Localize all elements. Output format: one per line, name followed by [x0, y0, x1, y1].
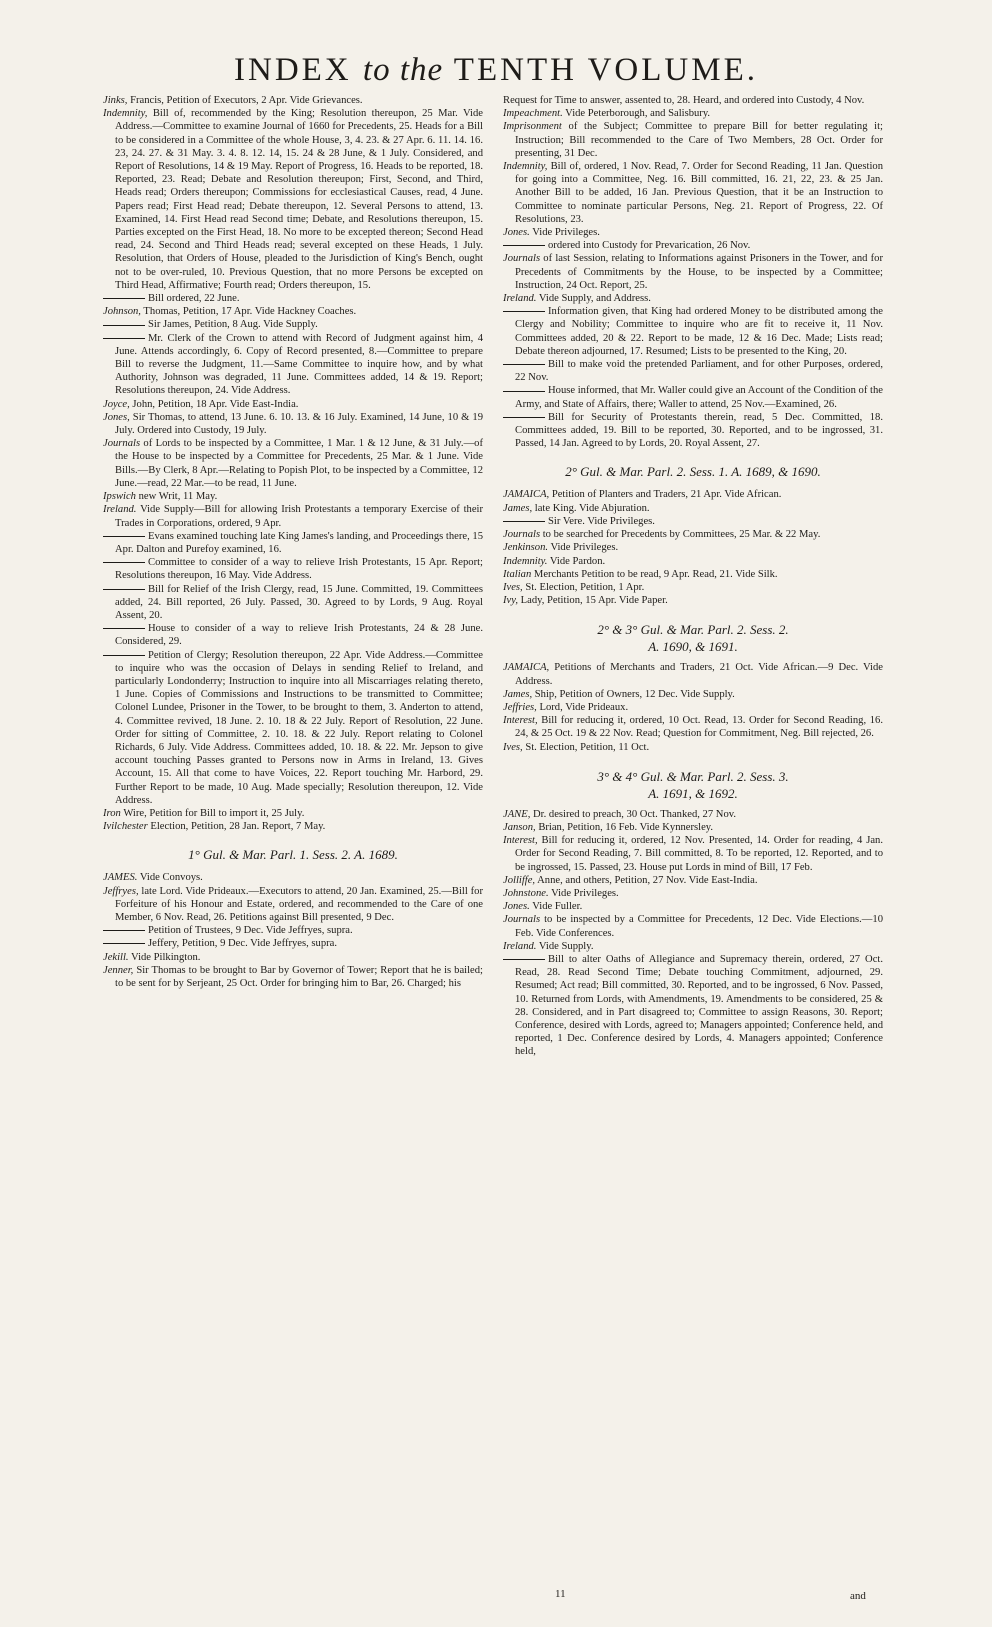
index-entry [503, 411, 883, 451]
index-entry [503, 701, 883, 714]
index-entry [503, 239, 883, 252]
entry-text: Committee to consider of a way to relieve Irish Protestants, 15 Apr. Report; Resolutions thereupon, 16 May. Vide Address. [115, 557, 483, 582]
entry-headword: Interest, [503, 715, 538, 727]
index-entry [103, 503, 483, 529]
index-entry [503, 581, 883, 594]
page-header [0, 52, 992, 89]
entry-text: late Lord. Vide Prideaux.—Executors to attend, 20 Jan. Examined, 25.—Bill for Forfeiture of his Honour and Estate, ordered, and recommended to the Care of one Member, 6 Nov. Read, 26. Petitions against Bill presented, 9 Dec. [115, 885, 483, 923]
entry-headword: Indemnity, [503, 161, 548, 173]
index-entry [103, 437, 483, 490]
entry-headword: Ireland. [503, 293, 537, 305]
ditto-rule [503, 417, 545, 418]
entry-headword: James, [503, 688, 533, 700]
entry-headword: Interest, [503, 835, 538, 847]
right-section-heading-3b: A. 1691, & 1692. [648, 785, 738, 801]
entry-text: Bill to alter Oaths of Allegiance and Supremacy therein, ordered, 27 Oct. Read, 28. Read Second Time; Debate touching Commitment, adjourned, 29. Resumed; Act read; Bill committed, 30. Reported, and to be ingrossed, 6 Nov. Passed, 10. Returned from Lords, with Amendments, 19. Amendments to be considered, 25 & 28. Considered, and in Part disagreed to; Committee to assign Reasons, 30. Report; Conference, desired with Lords, agreed to; Managers appointed; Conference held, and reported, 1 Dec. Conference desired by Lords, 4. Managers appointed; Conference held, [515, 953, 883, 1058]
ditto-rule [503, 245, 545, 246]
entry-headword: JAMAICA, [503, 662, 550, 674]
ditto-rule [503, 391, 545, 392]
ditto-rule [103, 338, 145, 339]
entry-text: Vide Fuller. [529, 901, 583, 913]
entry-text: Vide Peterborough, and Salisbury. [562, 108, 711, 120]
ditto-rule [103, 298, 145, 299]
entry-headword: Jenkinson. [503, 542, 549, 554]
index-entry [503, 940, 883, 953]
index-entry [503, 741, 883, 754]
entry-headword: Joyce, [103, 398, 130, 410]
entry-headword: Jekill. [103, 951, 129, 963]
entry-headword: Jinks, [103, 95, 128, 106]
index-entry [503, 528, 883, 541]
entry-headword: Ives, [503, 741, 523, 753]
index-entry [503, 160, 883, 226]
entry-text: Evans examined touching late King James's landing, and Proceedings there, 15 Apr. Dalton and Purefoy examined, 16. [115, 530, 483, 555]
entry-headword: Ives, [503, 581, 523, 593]
index-entry [103, 951, 483, 964]
entry-text: Dr. desired to preach, 30 Oct. Thanked, 27 Nov. [530, 808, 737, 820]
entry-headword: Jenner, [103, 964, 134, 976]
entry-text: Francis, Petition of Executors, 2 Apr. Vide Grievances. [127, 95, 363, 106]
right-entries-4 [503, 808, 883, 1059]
index-entry [103, 937, 483, 950]
index-entry [103, 583, 483, 623]
entry-headword: Journals [503, 914, 541, 926]
index-entry [503, 252, 883, 292]
entry-text: Vide Supply—Bill for allowing Irish Protestants a temporary Exercise of their Trades in Corporations, ordered, 9 Apr. [115, 504, 483, 529]
entry-text: Ship, Petition of Owners, 12 Dec. Vide Supply. [532, 688, 735, 700]
ditto-rule [103, 930, 145, 931]
index-entry [103, 94, 483, 107]
right-section-heading-2 [503, 621, 883, 655]
index-entry [103, 924, 483, 937]
index-entry [503, 808, 883, 821]
entry-text: of last Session, relating to Informations against Prisoners in the Tower, and for Precedents of Commitments by the House, to be inspected by a Committee; Instruction, 24 Oct. Report, 25. [515, 253, 883, 291]
header-part1: INDEX [234, 52, 363, 88]
index-entry [503, 226, 883, 239]
entry-headword: Jones. [503, 901, 530, 913]
index-entry [103, 318, 483, 331]
index-entry [503, 541, 883, 554]
ditto-rule [503, 521, 545, 522]
index-entry [503, 488, 883, 501]
entry-text: Sir Vere. Vide Privileges. [548, 515, 655, 527]
entry-headword: Ipswich [103, 491, 136, 503]
entry-headword: JAMES. [103, 872, 138, 884]
entry-text: Mr. Clerk of the Crown to attend with Record of Judgment against him, 4 June. Attends accordingly, 6. Copy of Record presented, 8.—Committee to prepare Bill to reverse the Judgment, 11.—Same Committee to inquire how, and by what Authority, Johnson was degraded, 11 June. Committees added, 14 & 19. Report; Resolutions thereupon, 24. Vide Address. [115, 332, 483, 397]
index-entry [103, 556, 483, 582]
entry-headword: Jolliffe, [503, 874, 536, 886]
entry-headword: JANE, [503, 808, 531, 820]
entry-headword: Jeffryes, [103, 885, 139, 897]
index-entry [103, 305, 483, 318]
entry-headword: James, [503, 502, 533, 514]
entry-headword: Indemnity. [503, 555, 548, 567]
index-entry [503, 502, 883, 515]
index-entry [503, 661, 883, 687]
entry-text: Brian, Petition, 16 Feb. Vide Kynnersley. [535, 821, 714, 833]
right-column [503, 94, 883, 1059]
index-entry [503, 900, 883, 913]
entry-headword: Janson, [503, 821, 536, 833]
entry-headword: Imprisonment [503, 121, 562, 133]
entry-headword: Jones, [103, 411, 130, 423]
right-section-heading-2a: 2° & 3° Gul. & Mar. Parl. 2. Sess. 2. [597, 622, 789, 638]
entry-text: Merchants Petition to be read, 9 Apr. Read, 21. Vide Silk. [531, 568, 778, 580]
entry-headword: Journals [103, 438, 141, 450]
entry-text: late King. Vide Abjuration. [532, 502, 650, 514]
entry-text: Wire, Petition for Bill to import it, 25 July. [120, 807, 305, 819]
entry-text: Vide Convoys. [137, 872, 203, 884]
entry-text: ordered into Custody for Prevarication, 26 Nov. [548, 240, 751, 252]
entry-headword: Jeffries, [503, 701, 537, 713]
index-entry [103, 964, 483, 990]
ditto-rule [503, 311, 545, 312]
entry-text: House to consider of a way to relieve Irish Protestants, 24 & 28 June. Considered, 29. [115, 623, 483, 648]
entry-text: Bill for reducing it, ordered, 12 Nov. Presented, 14. Order for reading, 4 Jan. Order for Second Reading, 7. Bill committed, 8. To be reported, 12. Reported, and to be ingrossed, 15. Passed, 23. House put Lords in mind of Bill, 17 Feb. [515, 835, 883, 873]
index-entry [503, 714, 883, 740]
entry-text: Petitions of Merchants and Traders, 21 Oct. Vide African.—9 Dec. Vide Address. [515, 662, 883, 687]
index-entry [503, 120, 883, 160]
index-entry [503, 384, 883, 410]
ditto-rule [103, 536, 145, 537]
index-entry [103, 820, 483, 833]
index-entry [103, 885, 483, 925]
entry-text: John, Petition, 18 Apr. Vide East-India. [129, 398, 299, 410]
entry-text: Vide Supply, and Address. [536, 293, 651, 305]
right-section-heading-3a: 3° & 4° Gul. & Mar. Parl. 2. Sess. 3. [597, 768, 789, 784]
entry-text: Vide Pardon. [547, 555, 606, 567]
index-entry [103, 107, 483, 292]
header-part2: to the [362, 52, 444, 88]
entry-headword: Impeachment. [503, 108, 563, 120]
index-entry [503, 821, 883, 834]
entry-text: Bill ordered, 22 June. [148, 293, 240, 305]
index-entry [103, 490, 483, 503]
entry-headword: Iron [103, 807, 121, 819]
index-entry [503, 292, 883, 305]
right-section-heading-3 [503, 768, 883, 802]
entry-text: Vide Privileges. [548, 887, 619, 899]
entry-text: Petition of Trustees, 9 Dec. Vide Jeffryes, supra. [148, 925, 353, 937]
entry-text: Information given, that King had ordered Money to be distributed among the Clergy and Nobility; Committee to inquire who are fit to receive it, 11 Nov. Committees added, 20 & 22. Report to be made, 12 & 16 Dec. Made; Lists read; Debate thereon adjourned, 17. Resumed; Lists to be presented to the King, 20. [515, 306, 883, 357]
index-entry [503, 94, 883, 107]
entry-headword: Ireland. [103, 504, 137, 516]
ditto-rule [103, 943, 145, 944]
ditto-rule [503, 959, 545, 960]
entry-text: Request for Time to answer, assented to, 28. Heard, and ordered into Custody, 4 Nov. [503, 95, 865, 106]
entry-text: Bill for Relief of the Irish Clergy, read, 15 June. Committed, 19. Committees added, 24. Bill reported, 26 July. Passed, 30. Agreed to by Lords, 9 Aug. Royal Assent, 20. [115, 583, 483, 621]
entry-text: Election, Petition, 28 Jan. Report, 7 May. [147, 821, 326, 833]
left-section-heading: 1° Gul. & Mar. Parl. 1. Sess. 2. A. 1689. [188, 847, 398, 863]
index-entry [103, 807, 483, 820]
index-entry [103, 332, 483, 398]
index-entry [503, 594, 883, 607]
header-part3: TENTH VOLUME. [443, 52, 758, 88]
ditto-rule [103, 655, 145, 656]
index-entry [503, 887, 883, 900]
ditto-rule [103, 589, 145, 590]
entry-headword: Jones. [503, 227, 530, 239]
left-entries [103, 94, 483, 833]
entry-headword: Johnstone. [503, 887, 549, 899]
right-section-heading-1: 2° Gul. & Mar. Parl. 2. Sess. 1. A. 1689, & 1690. [565, 464, 821, 480]
entry-headword: Journals [503, 529, 541, 541]
index-entry [503, 953, 883, 1059]
index-entry [503, 688, 883, 701]
entry-text: Lord, Vide Prideaux. [536, 701, 629, 713]
entry-text: St. Election, Petition, 1 Apr. [522, 581, 645, 593]
entry-text: of the Subject; Committee to prepare Bill for better regulating it; Instruction; Bill recommended to the Care of Two Members, 28 Oct. Order for presenting, 31 Dec. [515, 121, 883, 159]
ditto-rule [103, 628, 145, 629]
index-entry [103, 622, 483, 648]
entry-headword: Indemnity, [103, 108, 148, 120]
index-entry [103, 871, 483, 884]
entry-headword: Ivilchester [103, 821, 148, 833]
index-entry [103, 530, 483, 556]
entry-text: Sir Thomas to be brought to Bar by Governor of Tower; Report that he is bailed; to be sent for by Serjeant, 25 Oct. Order for bringing him to Bar, 26. Charged; his [115, 964, 483, 989]
entry-text: to be inspected by a Committee for Precedents, 12 Dec. Vide Elections.—10 Feb. Vide Conferences. [515, 914, 883, 939]
entry-text: House informed, that Mr. Waller could give an Account of the Condition of the Army, and State of Affairs, there; Waller to attend, 25 Nov.—Examined, 26. [515, 385, 883, 410]
entry-text: St. Election, Petition, 11 Oct. [522, 741, 650, 753]
index-entry [503, 834, 883, 874]
entry-text: Vide Privileges. [548, 542, 619, 554]
index-entry [503, 913, 883, 939]
index-entry [103, 398, 483, 411]
index-entry [103, 292, 483, 305]
entry-headword: Italian [503, 568, 532, 580]
entry-text: Sir James, Petition, 8 Aug. Vide Supply. [148, 319, 318, 331]
index-entry [503, 107, 883, 120]
index-entry [503, 568, 883, 581]
index-entry [103, 411, 483, 437]
index-entry [503, 874, 883, 887]
entry-headword: JAMAICA, [503, 489, 550, 501]
ditto-rule [503, 364, 545, 365]
ditto-rule [103, 325, 145, 326]
entry-text: to be searched for Precedents by Committees, 25 Mar. & 22 May. [540, 529, 821, 541]
right-entries [503, 94, 883, 450]
entry-text: Petition of Clergy; Resolution thereupon, 22 Apr. Vide Address.—Committee to inquire who was the occasion of Delays in sending Relief to Ireland, and particularly Londonderry; Instruction to inquire into all Miscarriages relating thereto, 1 June. Copies of Commissions and Instructions to be transmitted to Committee; Colonel Lundee, Prisoner in the Tower, to be brought to them, 3. Anderton to attend, 4. Committee revived, 18 June. 2. 10. 18 & 22 July. Report of Resolution, 22 June. Order for sitting of Committee, 2. 10. 18. & 22 July. Report relating to Colonel Richards, 6 July. Vide Address. Committees added, 10. 18. & 22. Mr. Jepson to give account touching Passes granted to Persons now in Arms in Ireland, 13. Gives Account, 15. All that come to have Voices, 22. Report touching Mr. Harbord, 29. Further Report to be made, 10 Aug. Made specially; Resolution thereupon, 12. Vide Address. [115, 649, 483, 806]
index-entry [503, 358, 883, 384]
entry-text: Vide Supply. [536, 940, 594, 952]
entry-text: Bill for Security of Protestants therein, read, 5 Dec. Committed, 18. Committees added, 19. Bill to be reported, 30. Reported, and to be ingrossed, 31. Passed, 14 Jan. Agreed to by Lords, 20. Royal Assent, 27. [515, 411, 883, 450]
ditto-rule [103, 562, 145, 563]
entry-headword: Johnson, [103, 306, 141, 318]
entry-text: Sir Thomas, to attend, 13 June. 6. 10. 13. & 16 July. Examined, 14 June, 10 & 19 July. Ordered into Custody, 19 July. [115, 411, 483, 437]
entry-headword: Ivy, [503, 595, 518, 607]
entry-text: Anne, and others, Petition, 27 Nov. Vide East-India. [535, 874, 758, 886]
index-entry [103, 649, 483, 807]
entry-text: Bill of, recommended by the King; Resolution thereupon, 25 Mar. Vide Address.—Committee to examine Journal of 1660 for Precedents, 25. Heads for a Bill to be considered in a Committee of the whole House, 3, 4. 23. & 27 Apr. 6. 11. 14. 16. 23, 24. 27. & 31 May. 3. 4. 8. 12. 14, 15. 24 & 28 June, & 1 July. Considered, and Report of Resolutions, 14 & 19 May. Report of Progress, 16. Heads to be reported, 18. Reported, 23. Read; Debate and Resolution thereupon; First, Second, and Third, Heads read; Orders thereupon; Commissions for ecclesiastical Causes, read, 4 June. Papers read; First Head read; Debate thereupon, 12. Several Persons to attend, 13. Examined, 14. First Head read Second time; Debate, and Resolutions thereupon, 15. Parties excepted on the First Head, 18. No more to be excepted thereon; Second Head read, 24. Second and Third Heads read; several excepted on these Heads, 1 July. Resolution, that Orders of House, pleaded to the Jurisdiction of King's Bench, ought not to be over-ruled, 10. Previous Question, that no more Persons be excepted on Third Head, Affirmative; Fourth read; Orders thereupon, 15. [115, 108, 483, 291]
left-column [103, 94, 483, 990]
entry-headword: Journals [503, 253, 541, 265]
catchword: and [850, 1590, 866, 1602]
entry-text: Thomas, Petition, 17 Apr. Vide Hackney Coaches. [140, 306, 357, 318]
right-entries-3 [503, 661, 883, 753]
entry-text: Petition of Planters and Traders, 21 Apr. Vide African. [549, 489, 782, 501]
entry-text: Lady, Petition, 15 Apr. Vide Paper. [518, 595, 668, 607]
entry-text: Jeffery, Petition, 9 Dec. Vide Jeffryes, supra. [148, 938, 338, 950]
right-section-heading-2b: A. 1690, & 1691. [648, 639, 738, 655]
entry-text: Bill to make void the pretended Parliament, and for other Purposes, ordered, 22 Nov. [515, 359, 883, 384]
entry-text: Vide Pilkington. [128, 951, 201, 963]
entry-text: Bill for reducing it, ordered, 10 Oct. Read, 13. Order for Second Reading, 16. 24, & 25 Oct. 19 & 22 Nov. Read; Question for Commitment, Neg. Bill rejected, 26. [515, 715, 883, 740]
index-entry [503, 555, 883, 568]
entry-headword: Ireland. [503, 940, 537, 952]
entry-text: Bill of, ordered, 1 Nov. Read, 7. Order for Second Reading, 11 Jan. Question for going into a Committee, Neg. 16. Bill committed, 16. 21, 22, 23. & 25 Jan. Another Bill to be added, 16 Jan. Previous Question, that it be an Instruction to Committee to nominate particular Persons, Neg. 21. Report of Progress, 22. Of Resolutions, 23. [515, 161, 883, 225]
entry-text: new Writ, 11 May. [135, 491, 218, 503]
left-entries-2 [103, 871, 483, 990]
index-entry [503, 305, 883, 358]
right-entries-2 [503, 488, 883, 607]
signature-mark: 11 [555, 1588, 566, 1600]
entry-text: Vide Privileges. [529, 227, 600, 239]
index-entry [503, 515, 883, 528]
entry-text: of Lords to be inspected by a Committee, 1 Mar. 1 & 12 June, & 31 July.—of the House to be inspected by a Committee for Precedents, 25 Mar. & 1 June. Vide Bills.—By Clerk, 8 Apr.—Relating to Popish Plot, to be inspected by a Committee, 12 June.—read, 22 Mar.—to be read, 11 June. [115, 438, 483, 489]
